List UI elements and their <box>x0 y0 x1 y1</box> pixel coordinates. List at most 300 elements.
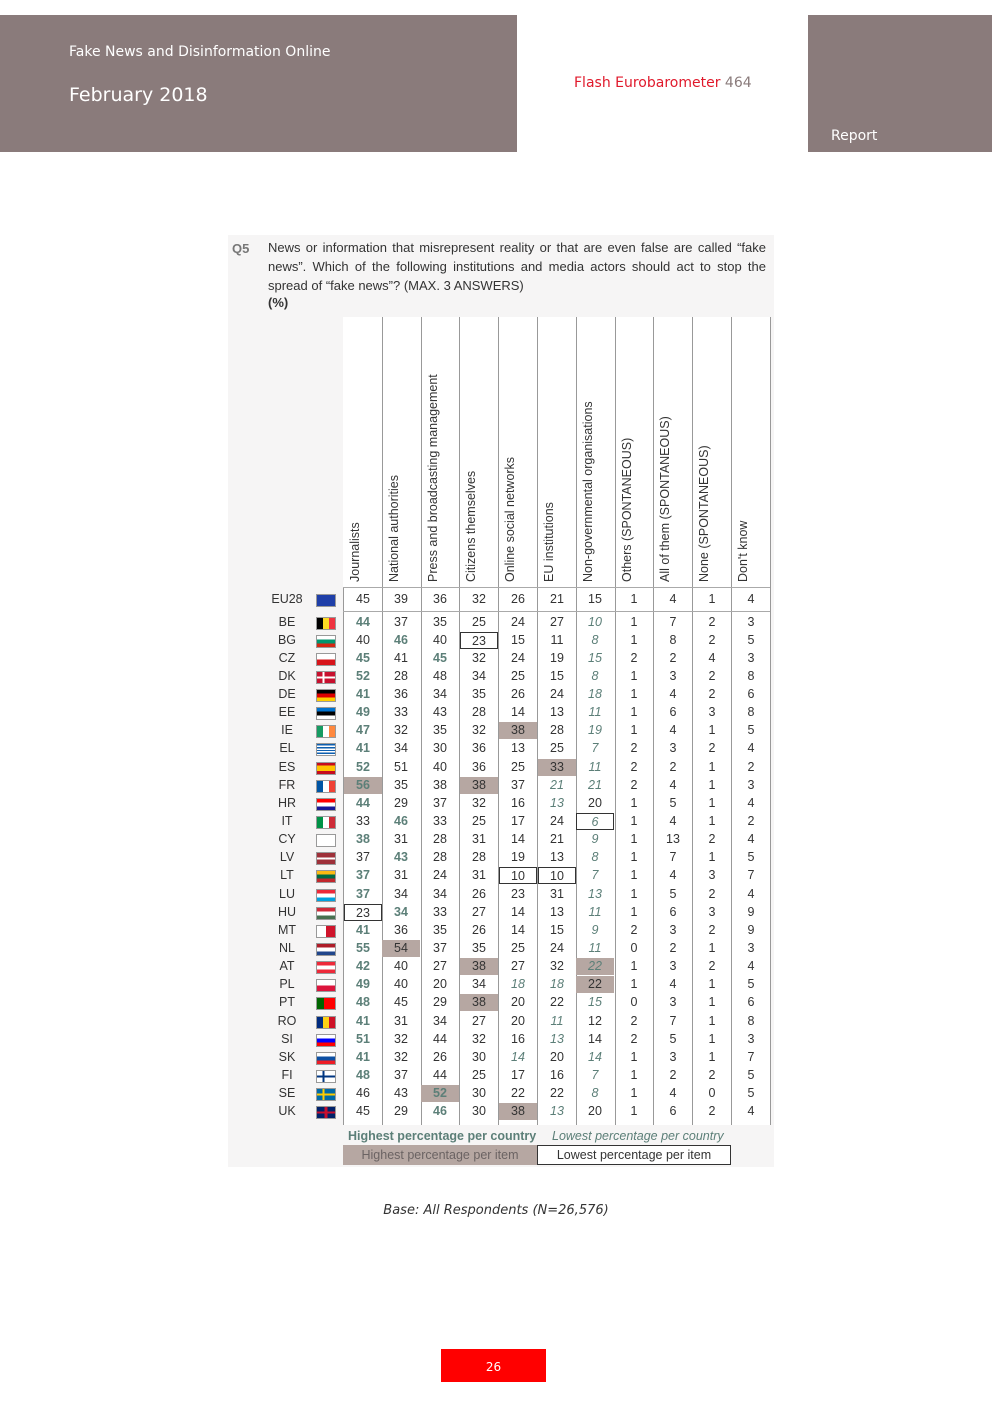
table-cell: 10 <box>588 614 602 629</box>
table-cell: 11 <box>588 904 602 919</box>
table-cell: 15 <box>511 632 525 647</box>
table-cell: 33 <box>433 904 447 919</box>
table-cell: 38 <box>460 958 498 975</box>
table-cell: 13 <box>550 795 564 810</box>
column-header <box>498 332 537 582</box>
table-cell: 29 <box>394 1104 408 1119</box>
eu-flag-icon <box>316 594 336 607</box>
table-cell: 1 <box>708 795 716 810</box>
table-cell: 4 <box>747 886 755 901</box>
table-cell: 4 <box>747 592 755 606</box>
table-cell: 2 <box>708 922 716 937</box>
table-cell: 4 <box>669 687 677 702</box>
table-cell: 52 <box>356 668 370 683</box>
mt-flag-icon <box>316 925 336 938</box>
table-cell: 5 <box>669 886 677 901</box>
hu-flag-icon <box>316 907 336 920</box>
table-cell: 14 <box>511 1049 525 1064</box>
es-flag-icon <box>316 762 336 775</box>
column-header-label: EU institutions <box>542 502 556 582</box>
column-header <box>421 332 460 582</box>
legend-lowest-country: Lowest percentage per country <box>552 1129 724 1143</box>
lu-flag-icon <box>316 889 336 902</box>
table-cell: 1 <box>708 850 716 865</box>
table-cell: 36 <box>472 741 486 756</box>
table-cell: 31 <box>394 1013 408 1028</box>
table-cell: 13 <box>588 886 602 901</box>
country-code: HU <box>277 904 297 919</box>
table-cell: 41 <box>356 741 370 756</box>
country-code: MT <box>277 922 297 937</box>
table-cell: 19 <box>511 850 525 865</box>
column-header-label: Don't know <box>736 520 750 582</box>
table-cell: 24 <box>550 687 564 702</box>
legend-highest-item: Highest percentage per item <box>343 1145 537 1165</box>
table-cell: 24 <box>511 650 525 665</box>
report-date: February 2018 <box>69 84 208 106</box>
table-cell: 1 <box>708 777 716 792</box>
question-unit: (%) <box>268 295 289 310</box>
table-cell: 49 <box>356 977 370 992</box>
table-cell: 1 <box>630 795 638 810</box>
table-cell: 44 <box>356 795 370 810</box>
table-cell: 27 <box>472 904 486 919</box>
table-cell: 30 <box>472 1049 486 1064</box>
table-cell: 4 <box>747 795 755 810</box>
table-cell: 2 <box>747 814 755 829</box>
column-header <box>576 332 615 582</box>
table-cell: 45 <box>356 650 370 665</box>
table-cell: 29 <box>394 795 408 810</box>
table-cell: 13 <box>550 1031 564 1046</box>
column-header-label: Online social networks <box>503 456 517 582</box>
table-cell: 19 <box>550 650 564 665</box>
country-code: IT <box>281 814 293 829</box>
table-cell: 14 <box>588 1031 602 1046</box>
table-cell: 3 <box>708 868 716 883</box>
table-cell: 43 <box>433 705 447 720</box>
column-header <box>459 332 498 582</box>
table-cell: 13 <box>511 741 525 756</box>
table-cell: 3 <box>747 614 755 629</box>
table-cell: 46 <box>394 632 408 647</box>
column-header-label: Others (SPONTANEOUS) <box>620 437 634 582</box>
table-cell: 11 <box>550 1013 564 1028</box>
table-cell: 0 <box>630 995 638 1010</box>
table-cell: 1 <box>630 632 638 647</box>
table-cell: 25 <box>511 941 525 956</box>
table-cell: 26 <box>511 687 525 702</box>
table-cell: 13 <box>550 904 564 919</box>
table-cell: 1 <box>630 1086 638 1101</box>
table-cell: 1 <box>630 592 638 606</box>
table-cell: 24 <box>550 941 564 956</box>
table-cell: 32 <box>472 650 486 665</box>
table-cell: 40 <box>356 632 370 647</box>
table-cell: 13 <box>666 832 680 847</box>
column-header-label: Non-governmental organisations <box>581 401 595 582</box>
table-cell: 1 <box>708 941 716 956</box>
table-cell: 5 <box>747 632 755 647</box>
question-text: News or information that misrepresent reality or that are even false are called “fake news”. Which of the following institutions and media actors should act to stop the spread of “fake news”? (MAX. 3 ANSWERS) <box>268 240 766 293</box>
table-cell: 3 <box>747 1031 755 1046</box>
table-cell: 3 <box>747 941 755 956</box>
table-cell: 37 <box>356 868 370 883</box>
table-cell: 0 <box>630 941 638 956</box>
column-header-label: Press and broadcasting management <box>426 374 440 582</box>
table-cell: 25 <box>511 668 525 683</box>
table-cell: 3 <box>669 922 677 937</box>
table-cell: 14 <box>511 832 525 847</box>
table-cell: 23 <box>344 904 382 921</box>
table-cell: 6 <box>747 995 755 1010</box>
table-cell: 5 <box>747 850 755 865</box>
cz-flag-icon <box>316 653 336 666</box>
column-header-label: National authorities <box>387 474 401 582</box>
table-cell: 8 <box>591 632 599 647</box>
table-cell: 48 <box>433 668 447 683</box>
table-cell: 32 <box>472 1031 486 1046</box>
country-code: AT <box>279 959 295 974</box>
table-cell: 33 <box>538 759 576 776</box>
table-cell: 4 <box>669 723 677 738</box>
country-code: EL <box>279 741 295 756</box>
table-cell: 35 <box>472 687 486 702</box>
table-cell: 7 <box>669 850 677 865</box>
column-header-label: Journalists <box>348 522 362 582</box>
table-cell: 5 <box>747 1068 755 1082</box>
column-header-label: Citizens themselves <box>464 470 478 582</box>
table-cell: 46 <box>433 1104 447 1119</box>
table-cell: 1 <box>630 687 638 702</box>
table-cell: 4 <box>669 868 677 883</box>
table-cell: 13 <box>550 705 564 720</box>
table-cell: 38 <box>356 832 370 847</box>
table-cell: 4 <box>669 977 677 992</box>
table-cell: 37 <box>356 850 370 865</box>
table-cell: 1 <box>630 1104 638 1119</box>
country-code: RO <box>277 1013 297 1028</box>
table-cell: 14 <box>511 705 525 720</box>
country-code: SI <box>281 1031 293 1046</box>
table-cell: 1 <box>708 592 716 606</box>
table-cell: 56 <box>344 777 382 794</box>
table-cell: 7 <box>591 868 599 883</box>
table-cell: 44 <box>433 1068 447 1082</box>
table-cell: 7 <box>591 1068 599 1082</box>
country-code: LT <box>280 868 294 883</box>
table-cell: 38 <box>460 994 498 1011</box>
table-cell: 41 <box>356 922 370 937</box>
table-cell: 37 <box>433 941 447 956</box>
table-cell: 27 <box>472 1013 486 1028</box>
table-cell: 12 <box>588 1013 602 1028</box>
table-cell: 6 <box>669 705 677 720</box>
table-cell: 9 <box>747 922 755 937</box>
table-cell: 52 <box>421 1085 459 1102</box>
table-cell: 22 <box>511 1086 525 1101</box>
table-cell: 18 <box>588 687 602 702</box>
table-cell: 15 <box>588 995 602 1010</box>
table-cell: 4 <box>708 650 716 665</box>
column-header <box>653 332 692 582</box>
table-cell: 34 <box>433 886 447 901</box>
table-cell: 1 <box>630 959 638 974</box>
table-cell: 36 <box>472 759 486 774</box>
table-cell: 18 <box>550 977 564 992</box>
table-cell: 26 <box>472 886 486 901</box>
sk-flag-icon <box>316 1052 336 1065</box>
eu-row-divider <box>343 611 770 612</box>
table-cell: 17 <box>511 1068 525 1082</box>
table-cell: 55 <box>356 941 370 956</box>
table-cell: 5 <box>747 1086 755 1101</box>
table-cell: 1 <box>630 850 638 865</box>
table-cell: 8 <box>669 632 677 647</box>
table-cell: 1 <box>708 1013 716 1028</box>
table-cell: 22 <box>576 958 614 975</box>
table-cell: 28 <box>472 705 486 720</box>
table-cell: 32 <box>472 723 486 738</box>
table-cell: 8 <box>747 1013 755 1028</box>
table-cell: 18 <box>511 977 525 992</box>
table-cell: 34 <box>394 904 408 919</box>
table-cell: 2 <box>708 632 716 647</box>
table-cell: 2 <box>708 832 716 847</box>
table-cell: 8 <box>747 705 755 720</box>
table-cell: 33 <box>394 705 408 720</box>
table-cell: 42 <box>356 959 370 974</box>
table-cell: 40 <box>433 632 447 647</box>
table-cell: 35 <box>433 922 447 937</box>
table-cell: 1 <box>708 1031 716 1046</box>
table-cell: 2 <box>708 741 716 756</box>
column-header <box>731 332 770 582</box>
table-cell: 46 <box>356 1086 370 1101</box>
table-cell: 11 <box>588 759 602 774</box>
table-cell: 11 <box>588 941 602 956</box>
table-cell: 1 <box>708 723 716 738</box>
header-divider <box>343 587 770 588</box>
table-cell: 28 <box>433 850 447 865</box>
table-cell: 6 <box>747 687 755 702</box>
table-cell: 2 <box>669 941 677 956</box>
table-cell: 2 <box>669 1068 677 1082</box>
table-cell: 38 <box>499 722 537 739</box>
table-cell: 16 <box>511 795 525 810</box>
table-cell: 4 <box>669 777 677 792</box>
table-cell: 48 <box>356 995 370 1010</box>
table-cell: 4 <box>669 592 677 606</box>
table-cell: 26 <box>511 592 525 606</box>
table-cell: 6 <box>669 904 677 919</box>
se-flag-icon <box>316 1088 336 1101</box>
survey-name-label: Flash Eurobarometer <box>574 75 721 91</box>
legend-highest-country: Highest percentage per country <box>348 1129 537 1143</box>
table-cell: 35 <box>433 614 447 629</box>
country-code: PT <box>279 995 295 1010</box>
table-cell: 33 <box>356 814 370 829</box>
fr-flag-icon <box>316 780 336 793</box>
table-cell: 34 <box>433 687 447 702</box>
table-cell: 25 <box>511 759 525 774</box>
table-cell: 8 <box>591 668 599 683</box>
table-cell: 46 <box>394 814 408 829</box>
table-cell: 1 <box>630 868 638 883</box>
column-header <box>343 332 382 582</box>
table-cell: 45 <box>394 995 408 1010</box>
table-cell: 51 <box>394 759 408 774</box>
table-cell: 28 <box>550 723 564 738</box>
table-cell: 19 <box>588 723 602 738</box>
country-code: SK <box>278 1049 296 1064</box>
table-cell: 26 <box>433 1049 447 1064</box>
table-cell: 3 <box>708 705 716 720</box>
page-number: 26 <box>441 1349 546 1382</box>
table-cell: 7 <box>669 614 677 629</box>
table-cell: 6 <box>576 813 614 830</box>
table-cell: 2 <box>630 777 638 792</box>
table-cell: 3 <box>669 1049 677 1064</box>
country-code: BG <box>277 632 297 647</box>
table-cell: 2 <box>630 922 638 937</box>
cy-flag-icon <box>316 834 336 847</box>
table-cell: 5 <box>669 1031 677 1046</box>
table-cell: 15 <box>588 650 602 665</box>
table-cell: 2 <box>630 650 638 665</box>
table-cell: 35 <box>394 777 408 792</box>
table-cell: 38 <box>433 777 447 792</box>
table-cell: 39 <box>394 592 408 606</box>
table-cell: 4 <box>747 1104 755 1119</box>
table-cell: 15 <box>550 922 564 937</box>
country-code: HR <box>277 795 297 810</box>
table-cell: 16 <box>550 1068 564 1082</box>
ie-flag-icon <box>316 725 336 738</box>
table-cell: 10 <box>499 867 537 884</box>
at-flag-icon <box>316 961 336 974</box>
country-code: IE <box>281 723 293 738</box>
table-cell: 25 <box>472 814 486 829</box>
table-cell: 47 <box>356 723 370 738</box>
it-flag-icon <box>316 816 336 829</box>
table-cell: 41 <box>394 650 408 665</box>
table-cell: 54 <box>382 940 420 957</box>
table-cell: 9 <box>747 904 755 919</box>
table-cell: 1 <box>708 759 716 774</box>
table-cell: 5 <box>747 977 755 992</box>
table-cell: 31 <box>394 832 408 847</box>
table-cell: 41 <box>356 1013 370 1028</box>
dk-flag-icon <box>316 671 336 684</box>
table-cell: 9 <box>591 922 599 937</box>
table-cell: 8 <box>591 850 599 865</box>
table-cell: 3 <box>747 777 755 792</box>
country-code: UK <box>278 1104 296 1119</box>
table-cell: 2 <box>708 1068 716 1082</box>
table-cell: 4 <box>747 832 755 847</box>
table-cell: 7 <box>747 868 755 883</box>
table-cell: 40 <box>433 759 447 774</box>
table-cell: 2 <box>630 1013 638 1028</box>
table-cell: 1 <box>630 814 638 829</box>
table-cell: 1 <box>630 904 638 919</box>
table-cell: 44 <box>433 1031 447 1046</box>
table-cell: 2 <box>630 759 638 774</box>
table-cell: 24 <box>511 614 525 629</box>
country-code: EU28 <box>271 592 303 606</box>
table-cell: 35 <box>472 941 486 956</box>
base-note: Base: All Respondents (N=26,576) <box>383 1203 609 1218</box>
table-cell: 35 <box>433 723 447 738</box>
column-header <box>692 332 731 582</box>
table-cell: 4 <box>747 741 755 756</box>
table-cell: 16 <box>511 1031 525 1046</box>
country-code: BE <box>278 614 296 629</box>
survey-name <box>574 75 752 91</box>
table-cell: 37 <box>394 614 408 629</box>
table-cell: 8 <box>591 1086 599 1101</box>
table-cell: 34 <box>472 668 486 683</box>
country-code: CZ <box>278 650 296 665</box>
table-cell: 4 <box>747 959 755 974</box>
table-cell: 1 <box>630 1049 638 1064</box>
table-cell: 5 <box>747 723 755 738</box>
table-cell: 28 <box>433 832 447 847</box>
table-cell: 25 <box>472 614 486 629</box>
table-cell: 14 <box>511 922 525 937</box>
table-cell: 34 <box>433 1013 447 1028</box>
country-code: FI <box>281 1068 293 1082</box>
table-cell: 31 <box>472 868 486 883</box>
table-cell: 27 <box>550 614 564 629</box>
table-cell: 1 <box>630 705 638 720</box>
table-cell: 1 <box>630 886 638 901</box>
table-cell: 3 <box>669 959 677 974</box>
pl-flag-icon <box>316 979 336 992</box>
table-cell: 28 <box>394 668 408 683</box>
table-cell: 1 <box>708 814 716 829</box>
fi-flag-icon <box>316 1070 336 1083</box>
table-cell: 41 <box>356 1049 370 1064</box>
table-cell: 23 <box>511 886 525 901</box>
table-cell: 51 <box>356 1031 370 1046</box>
table-cell: 7 <box>747 1049 755 1064</box>
table-cell: 21 <box>550 592 564 606</box>
table-cell: 20 <box>550 1049 564 1064</box>
table-cell: 21 <box>550 832 564 847</box>
table-cell: 44 <box>356 614 370 629</box>
table-cell: 4 <box>669 814 677 829</box>
table-cell: 11 <box>588 705 602 720</box>
country-code: FR <box>278 777 296 792</box>
table-cell: 1 <box>708 977 716 992</box>
table-cell: 1 <box>630 668 638 683</box>
table-cell: 2 <box>708 687 716 702</box>
lt-flag-icon <box>316 870 336 883</box>
table-cell: 3 <box>669 995 677 1010</box>
table-cell: 1 <box>708 995 716 1010</box>
pt-flag-icon <box>316 997 336 1010</box>
table-cell: 43 <box>394 1086 408 1101</box>
table-cell: 20 <box>588 795 602 810</box>
table-cell: 14 <box>511 904 525 919</box>
column-header <box>537 332 576 582</box>
table-cell: 1 <box>630 977 638 992</box>
table-cell: 45 <box>356 592 370 606</box>
table-cell: 2 <box>669 650 677 665</box>
table-cell: 45 <box>433 650 447 665</box>
